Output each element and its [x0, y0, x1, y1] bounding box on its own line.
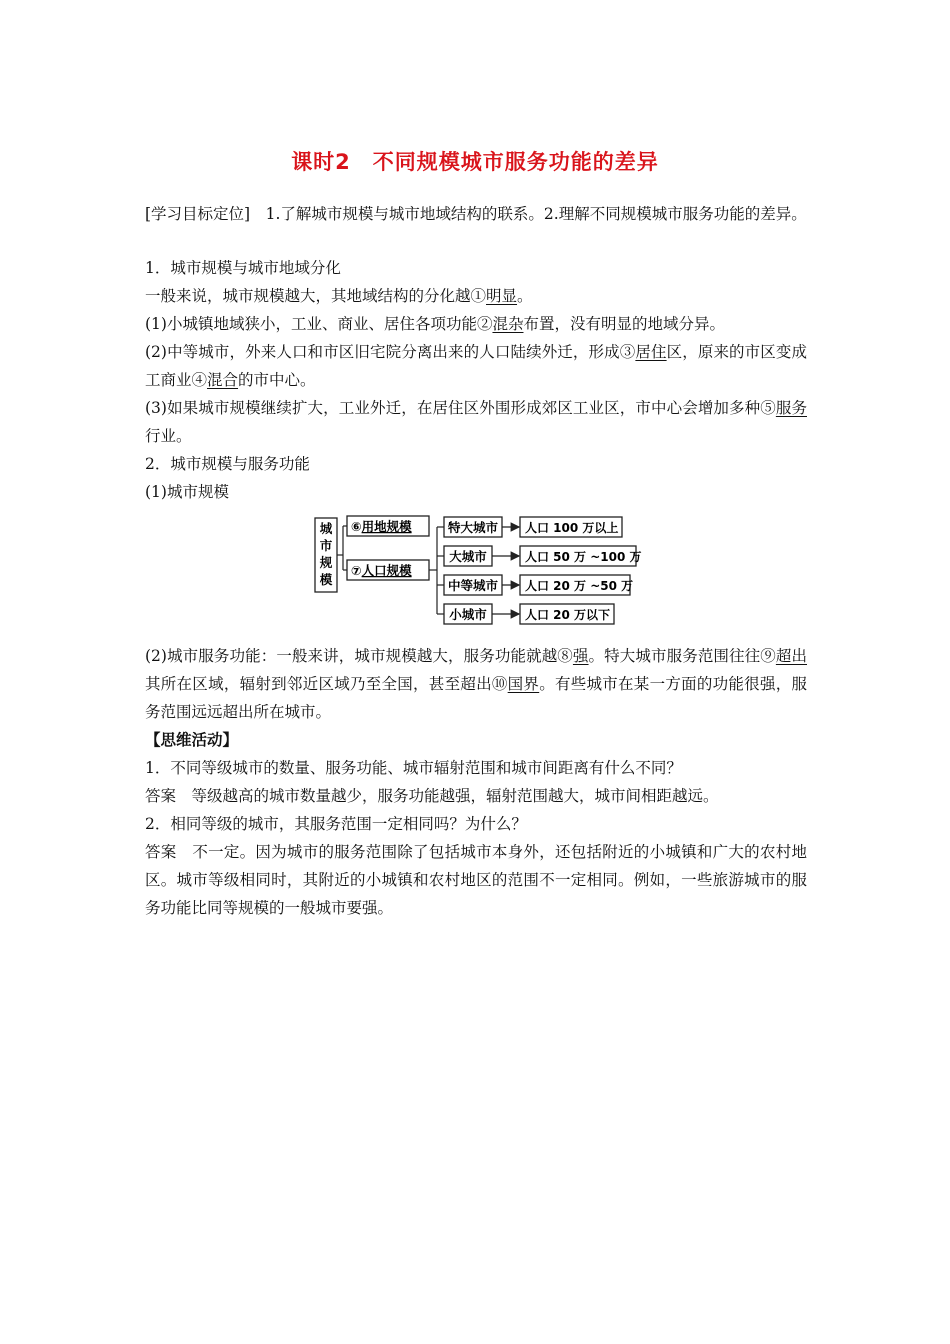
thinking-heading: 【思维活动】	[145, 731, 239, 749]
pop-large-city: 人口 50 万 ~100 万	[525, 550, 642, 564]
diagram-svg	[313, 512, 643, 638]
answer-2: 混杂	[492, 315, 524, 333]
criterion-land: ⑥用地规模	[351, 519, 412, 534]
pop-small-city: 人口 20 万以下	[525, 608, 611, 622]
pop-medium-city: 人口 20 万 ~50 万	[525, 579, 634, 593]
answer-5: 服务	[775, 399, 807, 417]
thinking-question-2: 2．相同等级的城市，其服务范围一定相同吗？为什么？	[145, 815, 527, 833]
level-megacity: 特大城市	[447, 520, 499, 535]
answer-9: 超出	[775, 647, 807, 665]
city-scale-diagram	[145, 512, 807, 638]
pop-megacity: 人口 100 万以上	[525, 521, 619, 535]
learning-goal	[145, 200, 807, 228]
thinking-answer-1: 答案 等级越高的城市数量越少，服务功能越强，辐射范围越大，城市间相距越远。	[145, 787, 719, 805]
page-title: 课时2 不同规模城市服务功能的差异	[291, 150, 659, 174]
answer-10: 国界	[507, 675, 540, 693]
answer-3: 居住	[635, 343, 667, 361]
section2-sub2: (2)城市服务功能：一般来讲，城市规模越大，服务功能就越⑧强。特大城市服务范围往往⑨超出其所在区域，辐射到邻近区域乃至全国，甚至超出⑩国界。有些城市在某一方面的功能很强，服务范围远远超出所在城市。	[145, 647, 807, 721]
diagram-root-char: 市	[319, 538, 333, 553]
diagram-root-char: 城	[319, 521, 333, 536]
answer-1: 明显	[486, 287, 518, 305]
answer-label: 答案	[145, 843, 177, 861]
section1-intro: 一般来说，城市规模越大，其地域结构的分化越①明显。	[145, 287, 533, 305]
section1-p1: (1)小城镇地域狭小，工业、商业、居住各项功能②混杂布置，没有明显的地域分异。	[145, 315, 725, 333]
section1-p3: (3)如果城市规模继续扩大，工业外迁，在居住区外围形成郊区工业区，市中心会增加多种⑤服务行业。	[145, 399, 807, 445]
section1-p2: (2)中等城市，外来人口和市区旧宅院分离出来的人口陆续外迁，形成③居住区，原来的市区变成工商业④混合的市中心。	[145, 343, 807, 389]
criterion-population: ⑦人口规模	[351, 563, 412, 578]
diagram-root-char: 模	[319, 572, 333, 587]
level-small-city: 小城市	[449, 607, 487, 622]
goal-bracket: [学习目标定位]	[145, 205, 251, 223]
level-large-city: 大城市	[449, 549, 487, 564]
answer-8: 强	[572, 647, 589, 665]
section1-heading: 1．城市规模与城市地域分化	[145, 259, 341, 277]
document-body	[145, 200, 807, 922]
section2-heading: 2．城市规模与服务功能	[145, 455, 310, 473]
answer-4: 混合	[207, 371, 239, 389]
thinking-answer-2: 答案 不一定。因为城市的服务范围除了包括城市本身外，还包括附近的小城镇和广大的农村地区。城市等级相同时，其附近的小城镇和农村地区的范围不一定相同。例如，一些旅游城市的服务功能比同等规模的一般城市要强。	[145, 843, 807, 917]
goal-text: 1.了解城市规模与城市地域结构的联系。2.理解不同规模城市服务功能的差异。	[250, 205, 807, 223]
thinking-question-1: 1．不同等级城市的数量、服务功能、城市辐射范围和城市间距离有什么不同？	[145, 759, 682, 777]
level-medium-city: 中等城市	[447, 578, 499, 593]
diagram-root-char: 规	[319, 555, 333, 570]
section2-sub1: (1)城市规模	[145, 483, 229, 501]
answer-label: 答案	[145, 787, 177, 805]
